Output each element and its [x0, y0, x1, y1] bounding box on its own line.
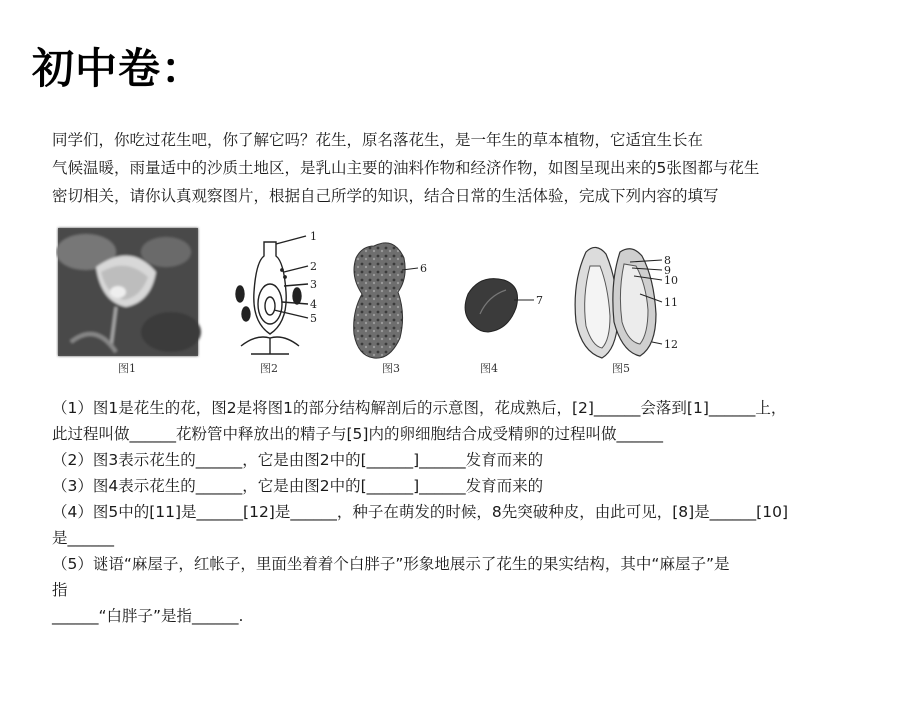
- figure-4-label: 7: [536, 294, 543, 307]
- intro-line: 气候温暖，雨量适中的沙质土地区，是乳山主要的油料作物和经济作物，如图呈现出来的5张图都与花生: [52, 159, 760, 177]
- figure-3-label: 6: [420, 262, 427, 275]
- question-line: 是______: [52, 529, 115, 547]
- figure-5-label: 10: [664, 274, 678, 287]
- figure-4-peanut-seed: [465, 279, 543, 332]
- page-title: 初中卷：: [32, 44, 205, 93]
- figure-5-seed-structure: [575, 247, 678, 358]
- figure-5-label: 12: [664, 338, 678, 351]
- question-line: （3）图4表示花生的______，它是由图2中的[______]______发育而来的: [52, 477, 544, 495]
- question-line: 此过程叫做______花粉管中释放出的精子与[5]内的卵细胞结合成受精卵的过程叫做______: [52, 425, 663, 443]
- figure-5-label: 11: [664, 296, 678, 309]
- figure-3-peanut-pod: [354, 243, 427, 358]
- peanut-figures: [56, 222, 696, 382]
- figure-2-label: 5: [310, 312, 317, 325]
- question-line: （4）图5中的[11]是______[12]是______，种子在萌发的时候，8先突破种皮，由此可见，[8]是______[10]: [52, 503, 788, 521]
- figure-2-label: 2: [310, 260, 317, 273]
- figure-3-caption: 图3: [382, 362, 400, 375]
- figure-2-caption: 图2: [260, 362, 278, 375]
- question-line: （2）图3表示花生的______，它是由图2中的[______]______发育而来的: [52, 451, 544, 469]
- figure-5-label: 8: [664, 254, 671, 267]
- figure-2-label: 4: [310, 298, 317, 311]
- question-line: （5）谜语“麻屋子，红帐子，里面坐着着个白胖子”形象地展示了花生的果实结构，其中“麻屋子”是: [52, 555, 730, 573]
- question-line: ______“白胖子”是指______.: [52, 607, 244, 625]
- intro-line: 密切相关，请你认真观察图片，根据自己所学的知识，结合日常的生活体验，完成下列内容的填写: [52, 187, 719, 205]
- figure-1-caption: 图1: [118, 362, 136, 375]
- figure-1-flower-photo: [56, 228, 201, 356]
- question-line: 指: [52, 581, 68, 599]
- figure-5-label: 9: [664, 264, 671, 277]
- intro-paragraph: [52, 126, 882, 210]
- intro-line: 同学们，你吃过花生吧，你了解它吗？花生，原名落花生，是一年生的草本植物，它适宜生长在: [52, 131, 704, 149]
- figure-2-label: 3: [310, 278, 317, 291]
- questions-block: [52, 395, 882, 629]
- figure-2-label: 1: [310, 230, 317, 243]
- question-line: （1）图1是花生的花，图2是将图1的部分结构解剖后的示意图，花成熟后，[2]______会落到[1]______上，: [52, 399, 787, 417]
- figure-5-caption: 图5: [612, 362, 630, 375]
- figure-2-flower-dissection: [236, 236, 308, 354]
- figure-4-caption: 图4: [480, 362, 498, 375]
- figures-illustration: [56, 222, 696, 382]
